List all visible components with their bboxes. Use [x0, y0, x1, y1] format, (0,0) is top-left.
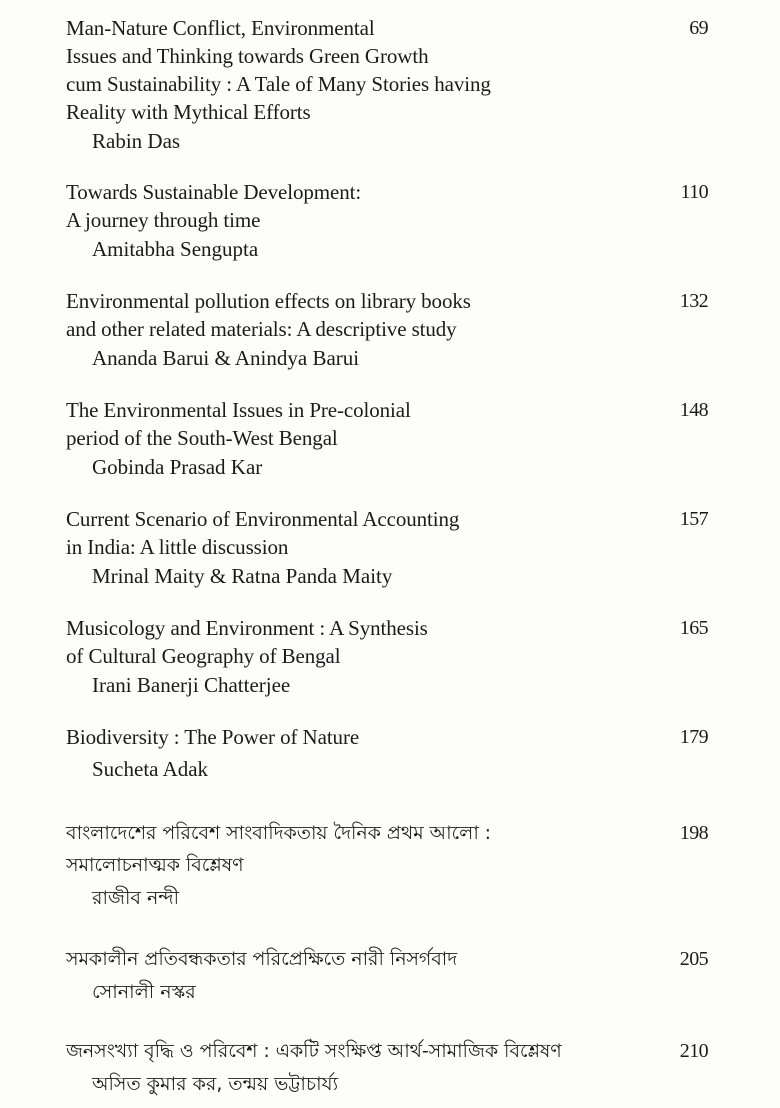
- entry-title-line: Towards Sustainable Development:: [66, 180, 362, 204]
- entry-title-line: Biodiversity : The Power of Nature: [66, 725, 360, 749]
- toc-entry: [66, 943, 716, 1008]
- entry-author: Rabin Das: [92, 129, 181, 153]
- entry-title-line: Issues and Thinking towards Green Growth: [66, 44, 429, 68]
- entry-author: Sucheta Adak: [92, 757, 209, 781]
- entry-author: অসিত কুমার কর, তন্ময় ভট্টাচার্য্য: [92, 1073, 339, 1095]
- entry-page-number: 198: [679, 822, 708, 844]
- entry-author: রাজীব নন্দী: [92, 887, 180, 909]
- entry-author: Mrinal Maity & Ratna Panda Maity: [92, 564, 393, 588]
- entry-title-line: Environmental pollution effects on library books: [66, 289, 471, 313]
- entry-author: Ananda Barui & Anindya Barui: [92, 346, 360, 370]
- toc-entry: [66, 178, 716, 263]
- entry-title-line: period of the South-West Bengal: [66, 426, 338, 450]
- entry-title-line: Musicology and Environment : A Synthesis: [66, 616, 428, 640]
- entry-page-number: 210: [679, 1040, 708, 1062]
- toc-entry: [66, 614, 716, 699]
- entry-author: Gobinda Prasad Kar: [92, 455, 263, 479]
- entry-page-number: 179: [679, 726, 708, 748]
- entry-title-line: সমকালীন প্রতিবন্ধকতার পরিপ্রেক্ষিতে নারী নিসর্গবাদ: [66, 948, 458, 970]
- entry-title-line: বাংলাদেশের পরিবেশ সাংবাদিকতায় দৈনিক প্রথম আলো :: [66, 822, 491, 844]
- toc-entry: [66, 817, 716, 914]
- entry-title-line: cum Sustainability : A Tale of Many Stories having: [66, 72, 491, 96]
- entry-page-number: 110: [680, 181, 708, 203]
- entry-page-number: 148: [679, 399, 708, 421]
- toc-entry: [66, 287, 716, 372]
- entry-title-line: সমালোচনাত্মক বিশ্লেষণ: [66, 854, 244, 876]
- entry-title-line: জনসংখ্যা বৃদ্ধি ও পরিবেশ : একটি সংক্ষিপ্ত আর্থ-সামাজিক বিশ্লেষণ: [66, 1040, 562, 1062]
- entry-title-line: Current Scenario of Environmental Accounting: [66, 507, 460, 531]
- entry-title-line: and other related materials: A descriptive study: [66, 317, 457, 341]
- entry-title-line: Reality with Mythical Efforts: [66, 100, 311, 124]
- entry-page-number: 165: [679, 617, 708, 639]
- toc-entry: [66, 505, 716, 590]
- entry-author: Irani Banerji Chatterjee: [92, 673, 291, 697]
- entry-author: সোনালী নস্কর: [92, 981, 196, 1003]
- entry-title-line: The Environmental Issues in Pre-colonial: [66, 398, 411, 422]
- toc-entry: [66, 1035, 716, 1100]
- entry-page-number: 205: [679, 948, 708, 970]
- toc-entry: [66, 14, 716, 155]
- toc-entry: [66, 396, 716, 481]
- entry-author: Amitabha Sengupta: [92, 237, 259, 261]
- entry-title-line: Man-Nature Conflict, Environmental: [66, 16, 375, 40]
- entry-title-line: A journey through time: [66, 208, 261, 232]
- entry-page-number: 157: [679, 508, 708, 530]
- entry-title-line: in India: A little discussion: [66, 535, 289, 559]
- entry-title-line: of Cultural Geography of Bengal: [66, 644, 341, 668]
- entry-page-number: 69: [689, 17, 708, 39]
- entry-page-number: 132: [679, 290, 708, 312]
- toc-entry: [66, 723, 716, 783]
